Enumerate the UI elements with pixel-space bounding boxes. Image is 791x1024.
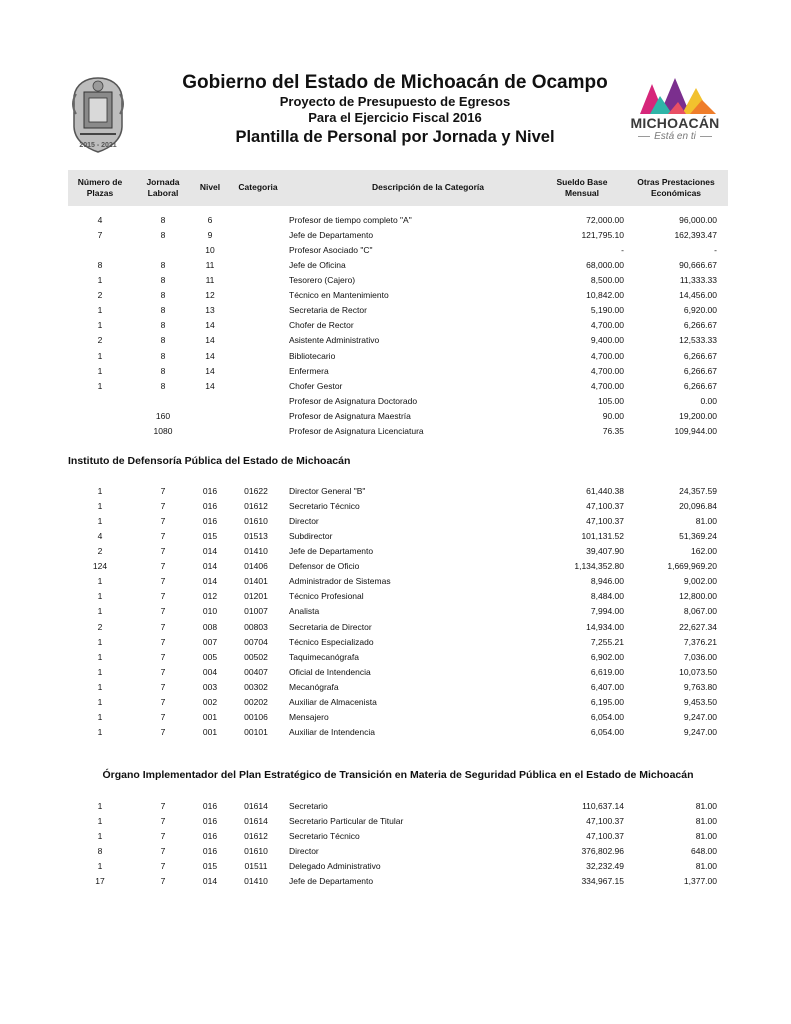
cell-otras: - bbox=[714, 245, 717, 256]
cell-jornada: 7 bbox=[160, 636, 166, 647]
cell-categoria: 01610 bbox=[244, 516, 268, 527]
cell-plazas: 1 bbox=[97, 305, 103, 316]
cell-categoria: 01410 bbox=[244, 876, 268, 887]
cell-plazas: 2 bbox=[97, 335, 103, 346]
table-row bbox=[68, 334, 728, 349]
table-row bbox=[68, 666, 728, 681]
cell-sueldo: 9,400.00 bbox=[590, 335, 624, 346]
cell-categoria: 01614 bbox=[244, 816, 268, 826]
cell-sueldo: 61,440.38 bbox=[586, 486, 624, 496]
cell-descripcion: Tesorero (Cajero) bbox=[289, 275, 356, 286]
cell-otras: 19,200.00 bbox=[679, 410, 717, 421]
cell-sueldo: 4,700.00 bbox=[590, 350, 624, 361]
cell-nivel: 016 bbox=[202, 516, 218, 527]
cell-categoria: 00803 bbox=[244, 621, 268, 632]
cell-otras: 6,266.67 bbox=[683, 320, 717, 331]
cell-descripcion: Jefe de Departamento bbox=[289, 876, 374, 887]
cell-sueldo: 4,700.00 bbox=[590, 365, 624, 376]
cell-nivel: 012 bbox=[202, 591, 218, 602]
cell-descripcion: Director bbox=[289, 516, 319, 527]
cell-descripcion: Auxiliar de Intendencia bbox=[289, 726, 376, 737]
cell-nivel: 010 bbox=[202, 606, 218, 617]
cell-plazas: 4 bbox=[97, 531, 103, 542]
cell-descripcion: Jefe de Oficina bbox=[289, 260, 346, 271]
cell-plazas: 1 bbox=[97, 516, 103, 527]
cell-sueldo: 376,802.96 bbox=[581, 846, 624, 857]
cell-jornada: 7 bbox=[160, 831, 166, 842]
cell-descripcion: Secretario Técnico bbox=[289, 831, 360, 842]
table-row bbox=[68, 425, 728, 440]
cell-otras: 20,096.84 bbox=[679, 501, 717, 512]
cell-sueldo: 4,700.00 bbox=[590, 320, 624, 331]
cell-categoria: 01612 bbox=[244, 501, 268, 512]
table-row bbox=[68, 621, 728, 636]
cell-descripcion: Delegado Administrativo bbox=[289, 861, 381, 872]
cell-sueldo: 334,967.15 bbox=[581, 876, 624, 887]
cell-nivel: 004 bbox=[202, 666, 218, 677]
cell-nivel: 014 bbox=[202, 546, 218, 557]
table-row bbox=[68, 515, 728, 530]
cell-otras: 51,369.24 bbox=[679, 531, 717, 542]
cell-jornada: 7 bbox=[160, 531, 166, 542]
table-row bbox=[68, 636, 728, 651]
cell-otras: 11,333.33 bbox=[679, 275, 717, 286]
table-row bbox=[68, 500, 728, 515]
cell-otras: 109,944.00 bbox=[674, 425, 717, 436]
cell-otras: 7,376.21 bbox=[683, 636, 717, 647]
cell-plazas: 1 bbox=[97, 501, 103, 512]
cell-descripcion: Secretario Técnico bbox=[289, 501, 360, 512]
cell-sueldo: 105.00 bbox=[598, 395, 624, 406]
cell-categoria: 01614 bbox=[244, 801, 268, 811]
cell-nivel: 007 bbox=[202, 636, 218, 647]
cell-jornada: 7 bbox=[160, 726, 166, 737]
cell-sueldo: 101,131.52 bbox=[581, 531, 624, 542]
cell-otras: 162,393.47 bbox=[674, 230, 717, 241]
cell-nivel: 016 bbox=[202, 846, 218, 857]
cell-sueldo: 4,700.00 bbox=[590, 380, 624, 391]
cell-categoria: 00407 bbox=[244, 666, 268, 677]
cell-plazas: 1 bbox=[97, 576, 103, 587]
cell-sueldo: 6,195.00 bbox=[590, 696, 624, 707]
cell-jornada: 7 bbox=[160, 501, 166, 512]
cell-sueldo: 10,842.00 bbox=[586, 290, 624, 301]
cell-nivel: 13 bbox=[205, 305, 215, 316]
cell-descripcion: Profesor de Asignatura Maestría bbox=[289, 410, 411, 421]
table-row bbox=[68, 726, 728, 741]
cell-plazas: 1 bbox=[97, 320, 103, 331]
cell-plazas: 17 bbox=[95, 876, 105, 887]
cell-categoria: 00106 bbox=[244, 711, 268, 722]
cell-nivel: 016 bbox=[202, 501, 218, 512]
cell-descripcion: Asistente Administrativo bbox=[289, 335, 380, 346]
cell-plazas: 1 bbox=[97, 816, 103, 826]
cell-plazas: 1 bbox=[97, 275, 103, 286]
cell-plazas: 1 bbox=[97, 696, 103, 707]
cell-nivel: 6 bbox=[207, 215, 213, 225]
cell-sueldo: 6,619.00 bbox=[590, 666, 624, 677]
cell-sueldo: 6,407.00 bbox=[590, 681, 624, 692]
logo-tagline: Está en ti bbox=[622, 131, 728, 142]
cell-descripcion: Secretaria de Director bbox=[289, 621, 372, 632]
cell-descripcion: Técnico en Mantenimiento bbox=[289, 290, 389, 301]
cell-sueldo: 5,190.00 bbox=[590, 305, 624, 316]
cell-categoria: 00302 bbox=[244, 681, 268, 692]
cell-sueldo: 8,946.00 bbox=[590, 576, 624, 587]
cell-jornada: 7 bbox=[160, 576, 166, 587]
cell-descripcion: Mecanógrafa bbox=[289, 681, 339, 692]
cell-jornada: 7 bbox=[160, 591, 166, 602]
cell-nivel: 016 bbox=[202, 801, 218, 811]
cell-plazas: 2 bbox=[97, 290, 103, 301]
cell-categoria: 00202 bbox=[244, 696, 268, 707]
cell-jornada: 7 bbox=[160, 516, 166, 527]
cell-otras: 9,247.00 bbox=[683, 711, 717, 722]
cell-jornada: 8 bbox=[160, 320, 166, 331]
cell-descripcion: Jefe de Departamento bbox=[289, 230, 374, 241]
cell-descripcion: Profesor de Asignatura Licenciatura bbox=[289, 425, 424, 436]
cell-sueldo: 47,100.37 bbox=[586, 816, 624, 826]
cell-otras: 9,763.80 bbox=[683, 681, 717, 692]
document-subtitle-plantilla: Plantilla de Personal por Jornada y Nivel bbox=[235, 128, 555, 146]
cell-sueldo: - bbox=[621, 245, 624, 256]
table-row bbox=[68, 214, 728, 229]
cell-jornada: 7 bbox=[160, 651, 166, 662]
cell-jornada: 8 bbox=[160, 275, 166, 286]
cell-sueldo: 110,637.14 bbox=[582, 801, 624, 811]
table-row bbox=[68, 696, 728, 711]
cell-nivel: 14 bbox=[205, 350, 215, 361]
cell-otras: 1,669,969.20 bbox=[667, 561, 717, 572]
cell-descripcion: Chofer Gestor bbox=[289, 380, 343, 391]
cell-descripcion: Mensajero bbox=[289, 711, 329, 722]
cell-nivel: 015 bbox=[202, 861, 218, 872]
cell-nivel: 14 bbox=[205, 320, 215, 331]
cell-categoria: 01511 bbox=[244, 861, 268, 872]
cell-categoria: 01612 bbox=[244, 831, 268, 842]
column-header-plazas: Número de Plazas bbox=[77, 177, 123, 198]
cell-plazas: 1 bbox=[97, 365, 103, 376]
cell-categoria: 01410 bbox=[244, 546, 268, 557]
column-header-otras: Otras Prestaciones Económicas bbox=[637, 177, 715, 198]
cell-plazas: 124 bbox=[92, 561, 108, 572]
table-header bbox=[68, 170, 728, 206]
cell-sueldo: 90.00 bbox=[602, 410, 624, 421]
cell-jornada: 7 bbox=[160, 696, 166, 707]
cell-sueldo: 6,054.00 bbox=[590, 711, 624, 722]
cell-otras: 96,000.00 bbox=[679, 215, 717, 225]
cell-categoria: 01406 bbox=[244, 561, 268, 572]
cell-descripcion: Taquimecanógrafa bbox=[289, 651, 359, 662]
table-row bbox=[68, 545, 728, 560]
table-row bbox=[68, 560, 728, 575]
cell-descripcion: Director bbox=[289, 846, 319, 857]
cell-descripcion: Profesor Asociado "C" bbox=[289, 245, 373, 256]
cell-jornada: 7 bbox=[160, 816, 166, 826]
cell-descripcion: Oficial de Intendencia bbox=[289, 666, 371, 677]
cell-plazas: 1 bbox=[97, 666, 103, 677]
cell-jornada: 8 bbox=[160, 305, 166, 316]
cell-otras: 8,067.00 bbox=[683, 606, 717, 617]
cell-otras: 7,036.00 bbox=[683, 651, 717, 662]
table-row bbox=[68, 395, 728, 410]
table-row bbox=[68, 274, 728, 289]
table-row bbox=[68, 319, 728, 334]
cell-descripcion: Técnico Profesional bbox=[289, 591, 364, 602]
cell-jornada: 7 bbox=[160, 561, 166, 572]
cell-nivel: 14 bbox=[205, 380, 215, 391]
table-row bbox=[68, 875, 728, 890]
section-title: Instituto de Defensoría Pública del Estado de Michoacán bbox=[68, 455, 351, 467]
cell-plazas: 1 bbox=[97, 636, 103, 647]
cell-categoria: 00502 bbox=[244, 651, 268, 662]
cell-plazas: 1 bbox=[97, 801, 103, 811]
cell-nivel: 005 bbox=[202, 651, 218, 662]
cell-plazas: 1 bbox=[97, 380, 103, 391]
cell-otras: 10,073.50 bbox=[679, 666, 717, 677]
cell-descripcion: Secretario Particular de Titular bbox=[289, 816, 404, 826]
cell-jornada: 7 bbox=[160, 801, 166, 811]
cell-jornada: 7 bbox=[160, 486, 166, 496]
column-header-categoria: Categoria bbox=[238, 182, 278, 192]
cell-jornada: 7 bbox=[160, 606, 166, 617]
table-row bbox=[68, 651, 728, 666]
cell-sueldo: 32,232.49 bbox=[586, 861, 624, 872]
cell-plazas: 1 bbox=[97, 651, 103, 662]
cell-descripcion: Secretario bbox=[289, 801, 328, 811]
cell-sueldo: 7,255.21 bbox=[590, 636, 624, 647]
cell-otras: 12,533.33 bbox=[679, 335, 717, 346]
cell-plazas: 1 bbox=[97, 606, 103, 617]
cell-otras: 81.00 bbox=[695, 801, 717, 811]
table-row bbox=[68, 289, 728, 304]
cell-otras: 1,377.00 bbox=[683, 876, 717, 887]
cell-jornada: 8 bbox=[160, 230, 166, 241]
cell-nivel: 10 bbox=[205, 245, 215, 256]
cell-descripcion: Analista bbox=[289, 606, 320, 617]
table-row bbox=[68, 860, 728, 875]
cell-descripcion: Enfermera bbox=[289, 365, 329, 376]
cell-nivel: 14 bbox=[205, 365, 215, 376]
cell-plazas: 1 bbox=[97, 681, 103, 692]
document-title: Gobierno del Estado de Michoacán de Ocampo bbox=[182, 72, 608, 93]
document-header bbox=[160, 72, 630, 148]
cell-plazas: 1 bbox=[97, 831, 103, 842]
cell-nivel: 015 bbox=[202, 531, 218, 542]
cell-sueldo: 8,484.00 bbox=[590, 591, 624, 602]
cell-jornada: 7 bbox=[160, 546, 166, 557]
cell-nivel: 12 bbox=[205, 290, 215, 301]
cell-sueldo: 68,000.00 bbox=[586, 260, 624, 271]
column-header-jornada: Jornada Laboral bbox=[146, 177, 180, 198]
cell-categoria: 01201 bbox=[244, 591, 268, 602]
cell-nivel: 002 bbox=[202, 696, 218, 707]
cell-categoria: 00101 bbox=[244, 726, 268, 737]
cell-otras: 90,666.67 bbox=[679, 260, 717, 271]
cell-nivel: 016 bbox=[202, 486, 218, 496]
cell-jornada: 7 bbox=[160, 711, 166, 722]
cell-plazas: 1 bbox=[97, 726, 103, 737]
cell-plazas: 2 bbox=[97, 621, 103, 632]
table-row bbox=[68, 350, 728, 365]
table-row bbox=[68, 304, 728, 319]
cell-sueldo: 14,934.00 bbox=[586, 621, 624, 632]
cell-otras: 9,247.00 bbox=[683, 726, 717, 737]
cell-jornada: 7 bbox=[160, 846, 166, 857]
cell-jornada: 8 bbox=[160, 260, 166, 271]
cell-descripcion: Secretaria de Rector bbox=[289, 305, 367, 316]
cell-descripcion: Profesor de tiempo completo "A" bbox=[289, 215, 412, 225]
cell-jornada: 7 bbox=[160, 876, 166, 887]
table-row bbox=[68, 590, 728, 605]
cell-jornada: 160 bbox=[155, 410, 171, 421]
cell-otras: 12,800.00 bbox=[679, 591, 717, 602]
cell-nivel: 014 bbox=[202, 561, 218, 572]
cell-jornada: 8 bbox=[160, 350, 166, 361]
cell-sueldo: 1,134,352.80 bbox=[574, 561, 624, 572]
cell-sueldo: 47,100.37 bbox=[586, 516, 624, 527]
cell-nivel: 11 bbox=[205, 275, 215, 286]
cell-plazas: 4 bbox=[97, 215, 103, 225]
cell-descripcion: Técnico Especializado bbox=[289, 636, 374, 647]
cell-sueldo: 6,902.00 bbox=[590, 651, 624, 662]
cell-otras: 0.00 bbox=[700, 395, 717, 406]
table-row bbox=[68, 485, 728, 500]
cell-jornada: 8 bbox=[160, 290, 166, 301]
cell-otras: 6,266.67 bbox=[683, 365, 717, 376]
seal-years: 2015 - 2021 bbox=[79, 142, 117, 149]
cell-otras: 6,266.67 bbox=[683, 350, 717, 361]
table-row bbox=[68, 575, 728, 590]
cell-nivel: 014 bbox=[202, 876, 218, 887]
cell-otras: 81.00 bbox=[695, 816, 717, 826]
table-row bbox=[68, 380, 728, 395]
cell-nivel: 016 bbox=[202, 816, 218, 826]
table-row bbox=[68, 410, 728, 425]
cell-sueldo: 39,407.90 bbox=[586, 546, 624, 557]
column-header-sueldo: Sueldo Base Mensual bbox=[556, 177, 608, 198]
cell-categoria: 01622 bbox=[244, 486, 268, 496]
cell-otras: 9,453.50 bbox=[683, 696, 717, 707]
cell-descripcion: Bibliotecario bbox=[289, 350, 336, 361]
cell-otras: 648.00 bbox=[691, 846, 717, 857]
document-subtitle-fiscal-year: Para el Ejercicio Fiscal 2016 bbox=[308, 110, 482, 125]
cell-plazas: 1 bbox=[97, 591, 103, 602]
cell-categoria: 01513 bbox=[244, 531, 268, 542]
cell-nivel: 008 bbox=[202, 621, 218, 632]
cell-plazas: 8 bbox=[97, 260, 103, 271]
cell-jornada: 7 bbox=[160, 861, 166, 872]
cell-nivel: 001 bbox=[202, 711, 218, 722]
cell-plazas: 7 bbox=[97, 230, 103, 241]
section-title: Órgano Implementador del Plan Estratégico de Transición en Materia de Seguridad Pública en el Estado de Michoacán bbox=[102, 769, 694, 781]
cell-otras: 6,266.67 bbox=[683, 380, 717, 391]
cell-descripcion: Jefe de Departamento bbox=[289, 546, 374, 557]
cell-otras: 6,920.00 bbox=[683, 305, 717, 316]
cell-descripcion: Auxiliar de Almacenista bbox=[289, 696, 377, 707]
cell-nivel: 003 bbox=[202, 681, 218, 692]
table-row bbox=[68, 244, 728, 259]
cell-jornada: 8 bbox=[160, 215, 166, 225]
cell-descripcion: Chofer de Rector bbox=[289, 320, 354, 331]
table-row bbox=[68, 259, 728, 274]
cell-jornada: 8 bbox=[160, 380, 166, 391]
cell-sueldo: 47,100.37 bbox=[586, 831, 624, 842]
cell-jornada: 7 bbox=[160, 666, 166, 677]
cell-otras: 22,627.34 bbox=[679, 621, 717, 632]
table-row bbox=[68, 800, 728, 815]
cell-nivel: 001 bbox=[202, 726, 218, 737]
cell-nivel: 014 bbox=[202, 576, 218, 587]
cell-nivel: 11 bbox=[205, 260, 215, 271]
cell-jornada: 7 bbox=[160, 681, 166, 692]
cell-otras: 81.00 bbox=[695, 861, 717, 872]
cell-plazas: 1 bbox=[97, 350, 103, 361]
cell-descripcion: Defensor de Oficio bbox=[289, 561, 360, 572]
cell-descripcion: Profesor de Asignatura Doctorado bbox=[289, 395, 418, 406]
cell-otras: 9,002.00 bbox=[683, 576, 717, 587]
cell-jornada: 8 bbox=[160, 365, 166, 376]
cell-otras: 162.00 bbox=[691, 546, 717, 557]
cell-plazas: 2 bbox=[97, 546, 103, 557]
cell-nivel: 016 bbox=[202, 831, 218, 842]
column-header-descripcion: Descripción de la Categoría bbox=[372, 182, 484, 192]
cell-otras: 81.00 bbox=[695, 516, 717, 527]
logo-wordmark: MICHOACÁN bbox=[630, 115, 720, 131]
cell-sueldo: 121,795.10 bbox=[581, 230, 624, 241]
table-row bbox=[68, 530, 728, 545]
table-row bbox=[68, 845, 728, 860]
cell-otras: 14,456.00 bbox=[679, 290, 717, 301]
table-row bbox=[68, 830, 728, 845]
cell-jornada: 1080 bbox=[153, 425, 173, 436]
cell-categoria: 01007 bbox=[244, 606, 268, 617]
cell-descripcion: Director General "B" bbox=[289, 486, 366, 496]
cell-otras: 24,357.59 bbox=[679, 486, 717, 496]
cell-categoria: 01610 bbox=[244, 846, 268, 857]
cell-nivel: 9 bbox=[207, 230, 213, 241]
cell-jornada: 7 bbox=[160, 621, 166, 632]
table-row bbox=[68, 365, 728, 380]
cell-otras: 81.00 bbox=[695, 831, 717, 842]
table-row bbox=[68, 605, 728, 620]
cell-sueldo: 8,500.00 bbox=[590, 275, 624, 286]
cell-nivel: 14 bbox=[205, 335, 215, 346]
cell-sueldo: 6,054.00 bbox=[590, 726, 624, 737]
column-header-nivel: Nivel bbox=[199, 182, 221, 192]
cell-sueldo: 7,994.00 bbox=[590, 606, 624, 617]
cell-plazas: 1 bbox=[97, 486, 103, 496]
cell-plazas: 1 bbox=[97, 711, 103, 722]
table-row bbox=[68, 681, 728, 696]
table-row bbox=[68, 229, 728, 244]
cell-plazas: 8 bbox=[97, 846, 103, 857]
cell-plazas: 1 bbox=[97, 861, 103, 872]
cell-categoria: 01401 bbox=[244, 576, 268, 587]
table-row bbox=[68, 711, 728, 726]
cell-categoria: 00704 bbox=[244, 636, 268, 647]
cell-descripcion: Subdirector bbox=[289, 531, 333, 542]
table-row bbox=[68, 815, 728, 830]
cell-sueldo: 72,000.00 bbox=[586, 215, 624, 225]
cell-jornada: 8 bbox=[160, 335, 166, 346]
cell-descripcion: Administrador de Sistemas bbox=[289, 576, 391, 587]
cell-sueldo: 47,100.37 bbox=[586, 501, 624, 512]
document-subtitle-budget: Proyecto de Presupuesto de Egresos bbox=[279, 94, 511, 109]
cell-sueldo: 76.35 bbox=[602, 425, 624, 436]
